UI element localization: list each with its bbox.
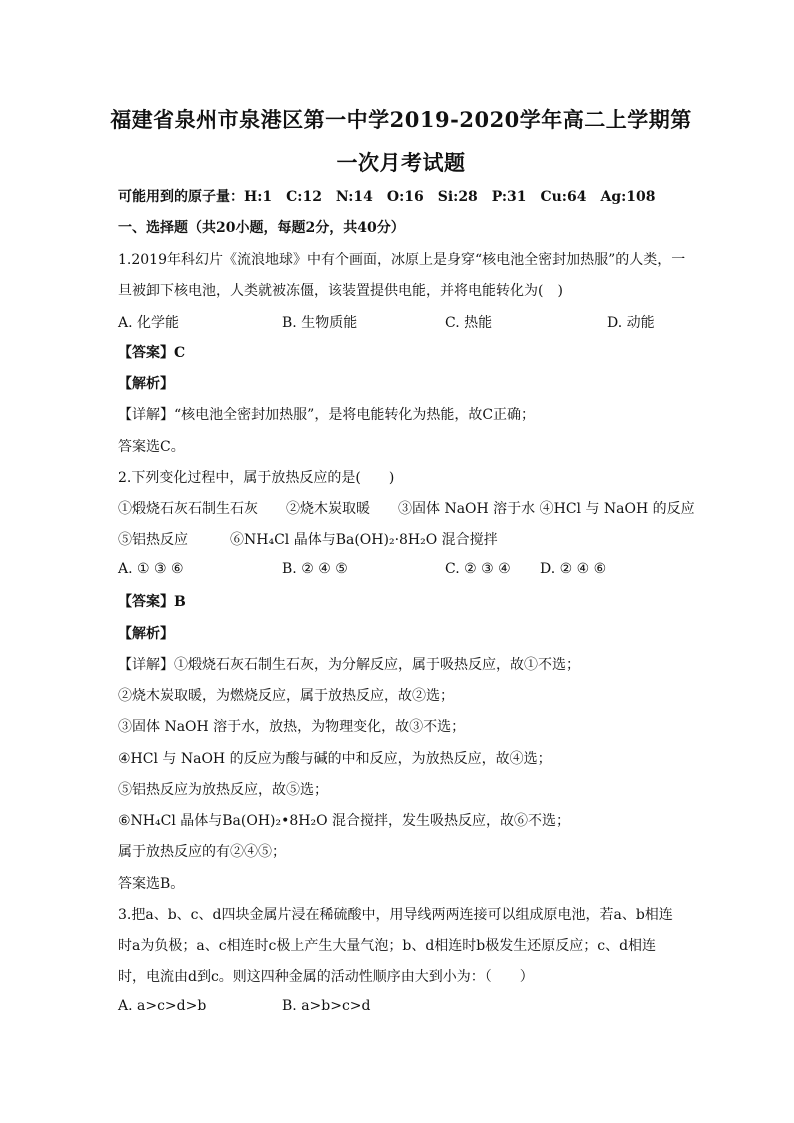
q2-option-d: D. ② ④ ⑥ (540, 561, 607, 577)
section-heading: 一、选择题（共20小题，每题2分，共40分） (118, 220, 405, 236)
q2-detail-6: ⑥NH₄Cl 晶体与Ba(OH)₂•8H₂O 混合搅拌，发生吸热反应，故⑥不选； (118, 813, 571, 829)
q2-stem: 2.下列变化过程中，属于放热反应的是( ) (118, 470, 395, 486)
q2-option-a: A. ① ③ ⑥ (118, 561, 184, 577)
q2-option-b: B. ② ④ ⑤ (282, 561, 348, 577)
q1-conclusion: 答案选C。 (118, 439, 185, 455)
q3-stem-line-2: 时a为负极；a、c相连时c极上产生大量气泡；b、d相连时b极发生还原反应；c、d相连 (118, 938, 657, 954)
q1-stem-line-1: 1.2019年科幻片《流浪地球》中有个画面，冰原上是身穿“核电池全密封加热服”的人类，一 (118, 252, 686, 268)
q2-detail-3: ③固体 NaOH 溶于水，放热，为物理变化，故③不选； (118, 719, 466, 735)
q1-analysis-label: 【解析】 (118, 376, 174, 392)
q2-detail-4: ④HCl 与 NaOH 的反应为酸与碱的中和反应，为放热反应，故④选； (118, 751, 552, 767)
page-title-line-1: 福建省泉州市泉港区第一中学2019-2020学年高二上学期第 (110, 107, 692, 132)
q2-analysis-label: 【解析】 (118, 626, 174, 642)
page-title-line-2: 一次月考试题 (336, 150, 466, 175)
q2-option-c: C. ② ③ ④ (445, 561, 511, 577)
q3-stem-line-3: 时，电流由d到c。则这四种金属的活动性顺序由大到小为：（ ） (118, 969, 534, 985)
atomic-masses: 可能用到的原子量：H:1 C:12 N:14 O:16 Si:28 P:31 Cu:64 Ag:108 (118, 189, 656, 205)
q2-answer: 【答案】B (118, 594, 186, 610)
q2-conclusion: 答案选B。 (118, 876, 185, 892)
q3-option-a: A. a>c>d>b (118, 998, 207, 1014)
q1-answer: 【答案】C (118, 345, 186, 361)
q3-option-b: B. a>b>c>d (282, 998, 371, 1014)
q1-option-b: B. 生物质能 (282, 315, 358, 331)
q1-detail: 【详解】“核电池全密封加热服”，是将电能转化为热能，故C正确； (118, 407, 536, 423)
q2-detail-1: 【详解】①煅烧石灰石制生石灰，为分解反应，属于吸热反应，故①不选； (118, 657, 580, 673)
q1-option-a: A. 化学能 (118, 315, 180, 331)
q2-detail-5: ⑤铝热反应为放热反应，故⑤选； (118, 782, 328, 798)
q1-stem-line-2: 旦被卸下核电池，人类就被冻僵，该装置提供电能，并将电能转化为( ) (118, 283, 563, 299)
q2-detail-2: ②烧木炭取暖，为燃烧反应，属于放热反应，故②选； (118, 688, 454, 704)
q3-stem-line-1: 3.把a、b、c、d四块金属片浸在稀硫酸中，用导线两两连接可以组成原电池，若a、b相连 (118, 907, 673, 923)
q2-summary: 属于放热反应的有②④⑤； (118, 844, 286, 860)
q2-items-line-2: ⑤铝热反应 ⑥NH₄Cl 晶体与Ba(OH)₂·8H₂O 混合搅拌 (118, 532, 498, 548)
q1-option-d: D. 动能 (607, 315, 655, 331)
q2-items-line-1: ①煅烧石灰石制生石灰 ②烧木炭取暖 ③固体 NaOH 溶于水 ④HCl 与 NaOH 的反应 (118, 501, 695, 517)
q1-option-c: C. 热能 (445, 315, 493, 331)
